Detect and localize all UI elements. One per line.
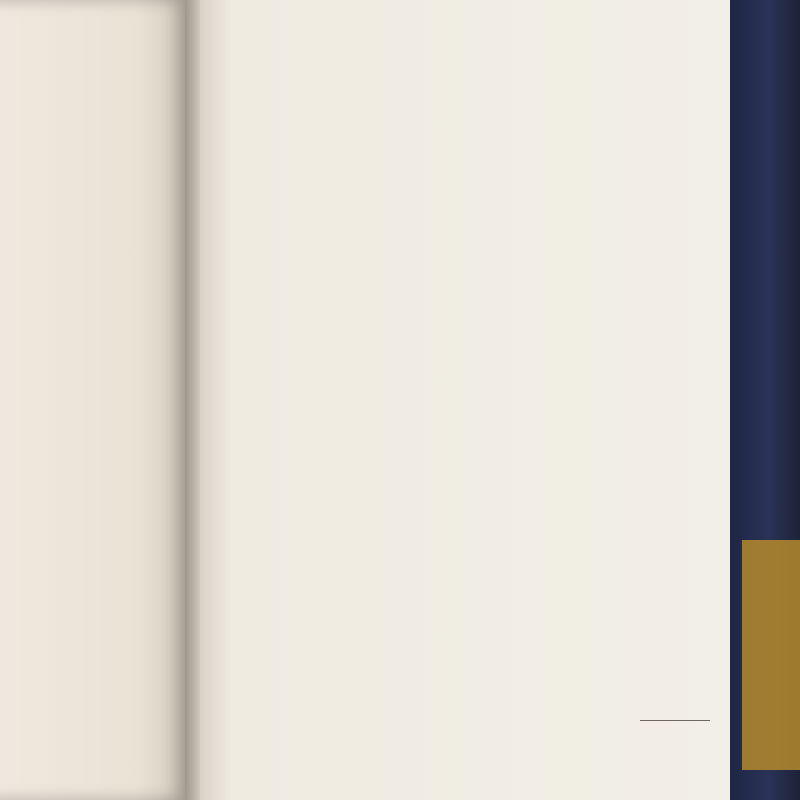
right-page-body	[222, 40, 692, 66]
bookmark-ribbon	[742, 540, 800, 770]
right-page	[200, 0, 730, 800]
page-number	[640, 720, 710, 725]
left-page	[0, 0, 190, 800]
